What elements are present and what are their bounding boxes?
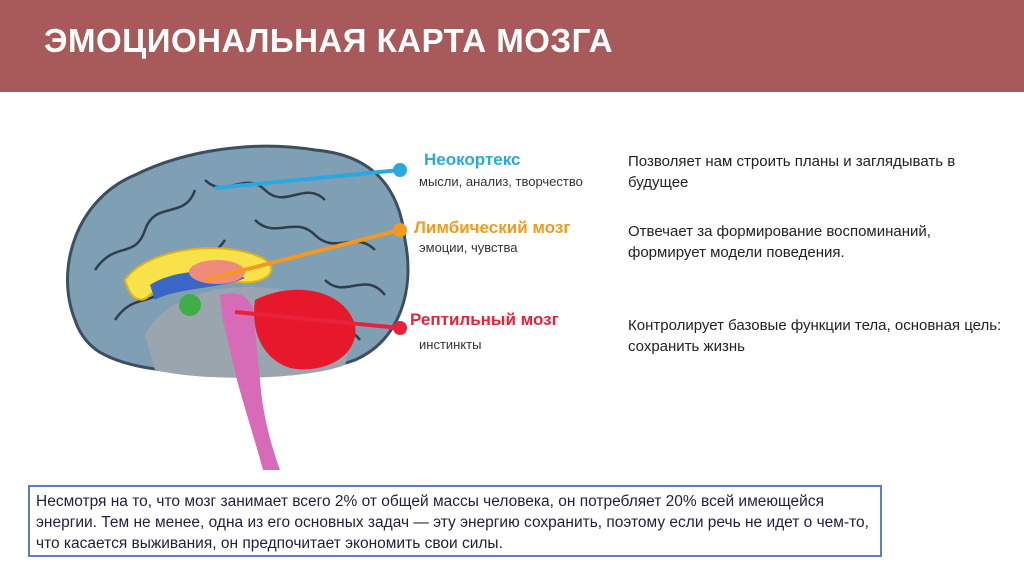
limbic-description: Отвечает за формирование воспоминаний, формирует модели поведения. bbox=[628, 223, 931, 261]
amygdala bbox=[179, 294, 201, 316]
title-bar bbox=[0, 0, 1024, 92]
neocortex-description: Позволяет нам строить планы и заглядывать в будущее bbox=[628, 153, 956, 191]
limbic-label: Лимбический мозг bbox=[414, 218, 571, 237]
neocortex-sublabel: мысли, анализ, творчество bbox=[419, 174, 583, 189]
page-title: ЭМОЦИОНАЛЬНАЯ КАРТА МОЗГА bbox=[44, 22, 614, 59]
reptile-label: Рептильный мозг bbox=[410, 310, 559, 329]
reptile-description: Контролирует базовые функции тела, основная цель: сохранить жизнь bbox=[628, 317, 1002, 355]
neocortex-label: Неокортекс bbox=[424, 150, 521, 169]
reptile-sublabel: инстинкты bbox=[419, 337, 482, 352]
limbic-sublabel: эмоции, чувства bbox=[419, 240, 518, 255]
energy-note: Несмотря на то, что мозг занимает всего 2% от общей массы человека, он потребляет 20% всей имеющейся энергии. Тем не менее, одна из его основных задач — эту энергию сохранить, поэтому если речь не идет о чем-то, что касается выживания, он предпочитает экономить свои силы. bbox=[28, 485, 882, 557]
